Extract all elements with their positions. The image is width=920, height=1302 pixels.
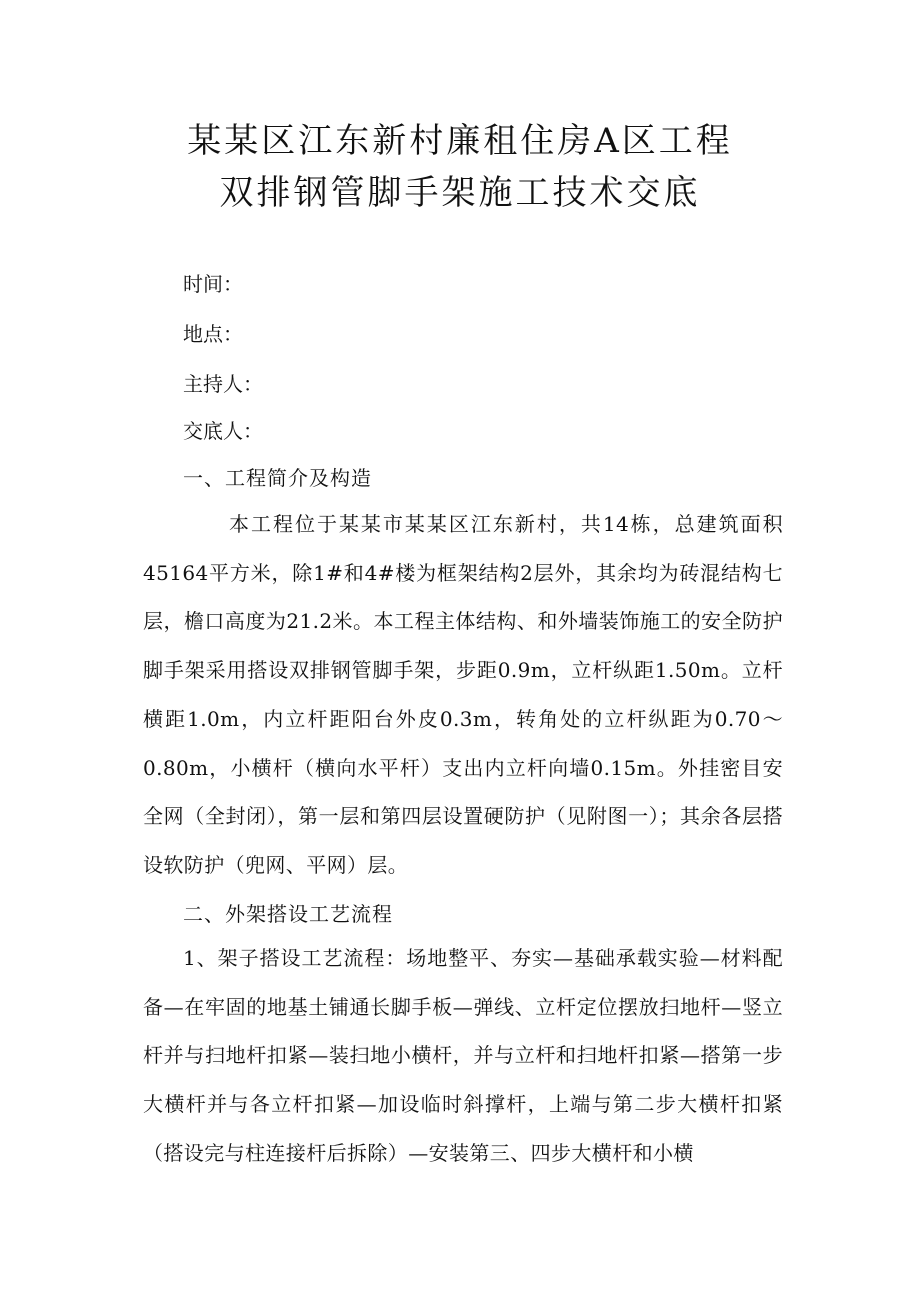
section1-heading: 一、工程简介及构造	[183, 466, 372, 490]
section1-paragraph: 本工程位于某某市某某区江东新村，共14栋，总建筑面积45164平方米，除1#和4#楼为框架结构2层外，其余均为砖混结构七层，檐口高度为21.2米。本工程主体结构、和外墙装饰施工的安全防护脚手架采用搭设双排钢管脚手架，步距0.9m，立杆纵距1.50m。立杆横距1.0m，内立杆距阳台外皮0.3m，转角处的立杆纵距为0.70～0.80m，小横杆（横向水平杆）支出内立杆向墙0.15m。外挂密目安全网（全封闭），第一层和第四层设置硬防护（见附图一）；其余各层搭设软防护（兜网、平网）层。	[143, 512, 783, 877]
place-field-label: 地点：	[183, 322, 243, 346]
host-field-label: 主持人：	[183, 372, 263, 396]
document-title-line1: 某某区江东新村廉租住房A区工程	[187, 121, 733, 161]
section2-heading: 二、外架搭设工艺流程	[183, 902, 393, 926]
time-field-label: 时间：	[183, 272, 243, 296]
section2-paragraph: 1、架子搭设工艺流程：场地整平、夯实—基础承载实验—材料配备—在牢固的地基土铺通长脚手板—弹线、立杆定位摆放扫地杆—竖立杆并与扫地杆扣紧—装扫地小横杆，并与立杆和扫地杆扣紧—搭第一步大横杆并与各立杆扣紧—加设临时斜撑杆，上端与第二步大横杆扣紧（搭设完与柱连接杆后拆除）—安装第三、四步大横杆和小横	[143, 946, 783, 1165]
document-title-line2: 双排钢管脚手架施工技术交底	[219, 173, 701, 213]
presenter-field-label: 交底人：	[183, 419, 263, 443]
